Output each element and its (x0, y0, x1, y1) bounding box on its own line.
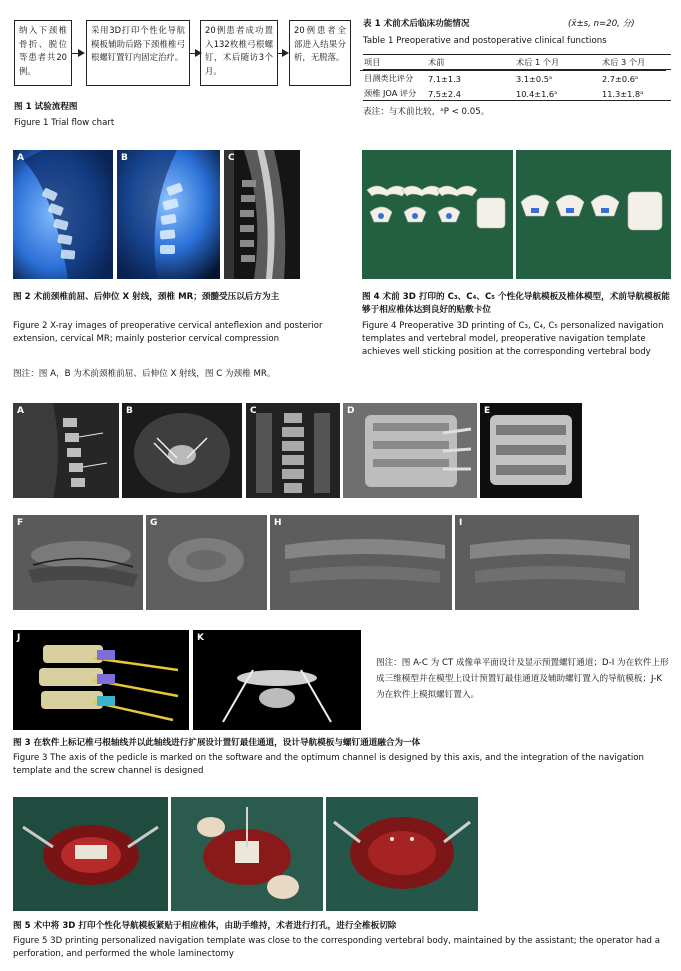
figure3-panel-k (193, 630, 361, 730)
flow-box-2: 采用3D打印个性化导航模板辅助后路下颈椎椎弓根螺钉置钉内固定治疗。 (86, 20, 190, 86)
figure3-note: 图注：图 A-C 为 CT 成像单平面设计及显示预置螺钉通道；D-I 为在软件上形成三维模型并在模型上设计预置钉最佳通道及辅助螺钉置入的导航模板；J-K 为在软件上模拟螺钉置入。 (376, 658, 669, 700)
table-header-cell: 术后 3 个月 (602, 57, 646, 67)
3d-model-template-image (480, 403, 582, 498)
figure3-panel-b (122, 403, 242, 498)
figure3-panel-a (13, 403, 119, 498)
figure4-panel-right (516, 150, 671, 279)
figure5-caption-cn: 图 5 术中将 3D 打印个性化导航模板紧贴于相应椎体，由助手维持，术者进行打孔，进行全椎板切除 (13, 921, 397, 931)
panel-label: F (17, 518, 24, 528)
panel-label: B (126, 406, 133, 416)
table-cell: 11.3±1.8ᵃ (602, 88, 644, 99)
ct-sagittal-image (13, 403, 119, 498)
table1-title-cn: 表 1 术前术后临床功能情况 (363, 19, 470, 29)
table-header-rule (363, 69, 671, 70)
figure2-panel-b (117, 150, 220, 279)
table-cell: 颈椎 JOA 评分 (364, 88, 417, 98)
figure2-note: 图注：图 A，B 为术前颈椎前屈、后伸位 X 射线，图 C 为颈椎 MR。 (13, 369, 276, 379)
figure5-panel-3 (326, 797, 478, 911)
template-model-g-image (146, 515, 267, 610)
table-header-cell: 项目 (364, 57, 381, 67)
figure2-caption-en: Figure 2 X-ray images of preoperative cervical anteflexion and posterior extension, cervical MR; mainly posterior cervical compression (13, 321, 323, 344)
table1 (360, 55, 666, 101)
screw-simulation-j-image (13, 630, 189, 730)
flow-box-3: 20例患者成功置入132枚椎弓根螺钉，术后随访3个月。 (200, 20, 278, 86)
surgery-photo-2 (171, 797, 323, 911)
table-row (360, 71, 666, 87)
panel-label: B (121, 153, 128, 163)
table1-stats-note: (x̄±s, n=20, 分) (568, 19, 635, 29)
figure4-caption-cn: 图 4 术前 3D 打印的 C₃、C₄、C₅ 个性化导航模板及椎体模型，术前导航模板能够于相应椎体达到良好的贴敷卡位 (362, 292, 670, 315)
3d-model-posterior-image (343, 403, 477, 498)
panel-label: H (274, 518, 282, 528)
figure3-panel-e (480, 403, 582, 498)
figure2-panel-c (224, 150, 300, 279)
flow-box-1: 纳入下颈椎骨折、脱位等患者共20例。 (14, 20, 72, 86)
table-cell: 7.5±2.4 (428, 88, 461, 99)
panel-label: C (250, 406, 257, 416)
panel-label: D (347, 406, 355, 416)
figure3-panel-i (455, 515, 639, 610)
panel-label: E (484, 406, 491, 416)
figure3-panel-c (246, 403, 340, 498)
templates-on-vertebrae-image (516, 150, 671, 279)
panel-label: A (17, 153, 24, 163)
figure2-panel-a (13, 150, 113, 279)
figure1-caption-en: Figure 1 Trial flow chart (14, 118, 115, 128)
figure3-panel-f (13, 515, 143, 610)
table-header-cell: 术后 1 个月 (516, 57, 560, 67)
figure3-caption-cn: 图 3 在软件上标记椎弓根轴线并以此轴线进行扩展设计置钉最佳通道，设计导航模板与螺钉通道融合为一体 (13, 738, 421, 748)
table1-title-en: Table 1 Preoperative and postoperative clinical functions (363, 36, 607, 46)
figure4-panel-left (362, 150, 513, 279)
figure3-panel-j (13, 630, 189, 730)
ct-coronal-image (246, 403, 340, 498)
template-model-i-image (455, 515, 639, 610)
table-cell: 3.1±0.5ᵃ (516, 73, 553, 84)
ct-axial-image (122, 403, 242, 498)
figure2-caption-cn: 图 2 术前颈椎前屈、后伸位 X 射线，颈椎 MR；颈髓受压以后方为主 (13, 292, 280, 302)
flow-arrow-3 (282, 49, 289, 57)
table-header-cell: 术前 (428, 57, 445, 67)
screw-simulation-k-image (193, 630, 361, 730)
table-cell: 7.1±1.3 (428, 73, 461, 84)
figure5-panel-1 (13, 797, 168, 911)
table-cell: 目测类比评分 (364, 73, 414, 83)
table1-note: 表注：与术前比较，ᵃP < 0.05。 (363, 107, 490, 117)
figure3-panel-g (146, 515, 267, 610)
figure4-caption-en: Figure 4 Preoperative 3D printing of C₃, C₄, C₅ personalized navigation templates and vertebral model, preoperative navigation template achieves well sticking position at the corresponding vertebral body (362, 321, 664, 357)
flow-box-4: 20例患者全部进入结果分析，无脱落。 (289, 20, 351, 86)
panel-label: K (197, 633, 204, 643)
panel-label: J (17, 633, 21, 643)
figure1-caption-cn: 图 1 试验流程图 (14, 102, 78, 112)
panel-label: I (459, 518, 463, 528)
table-cell: 10.4±1.6ᵃ (516, 88, 558, 99)
panel-label: G (150, 518, 158, 528)
figure3-caption-en: Figure 3 The axis of the pedicle is marked on the software and the optimum channel is designed by this axis, and the integration of the navigation template and the screw channel is designed (13, 753, 644, 776)
template-model-h-image (270, 515, 452, 610)
panel-label: A (17, 406, 24, 416)
table-cell: 2.7±0.6ᵃ (602, 73, 639, 84)
printed-templates-image (362, 150, 513, 279)
figure3-panel-h (270, 515, 452, 610)
xray-flexion-image (13, 150, 113, 279)
xray-extension-image (117, 150, 220, 279)
surgery-photo-1 (13, 797, 168, 911)
surgery-photo-3 (326, 797, 478, 911)
figure5-caption-en: Figure 5 3D printing personalized navigation template was close to the corresponding vertebral body, maintained by the assistant; the operator had a perforation, and performed the whole laminectomy (13, 936, 661, 959)
figure5-panel-2 (171, 797, 323, 911)
table-row (360, 86, 666, 101)
figure3-panel-d (343, 403, 477, 498)
template-model-f-image (13, 515, 143, 610)
flow-arrow-1 (78, 49, 85, 57)
table-bottom-rule (363, 100, 671, 101)
panel-label: C (228, 153, 235, 163)
mr-image (224, 150, 300, 279)
